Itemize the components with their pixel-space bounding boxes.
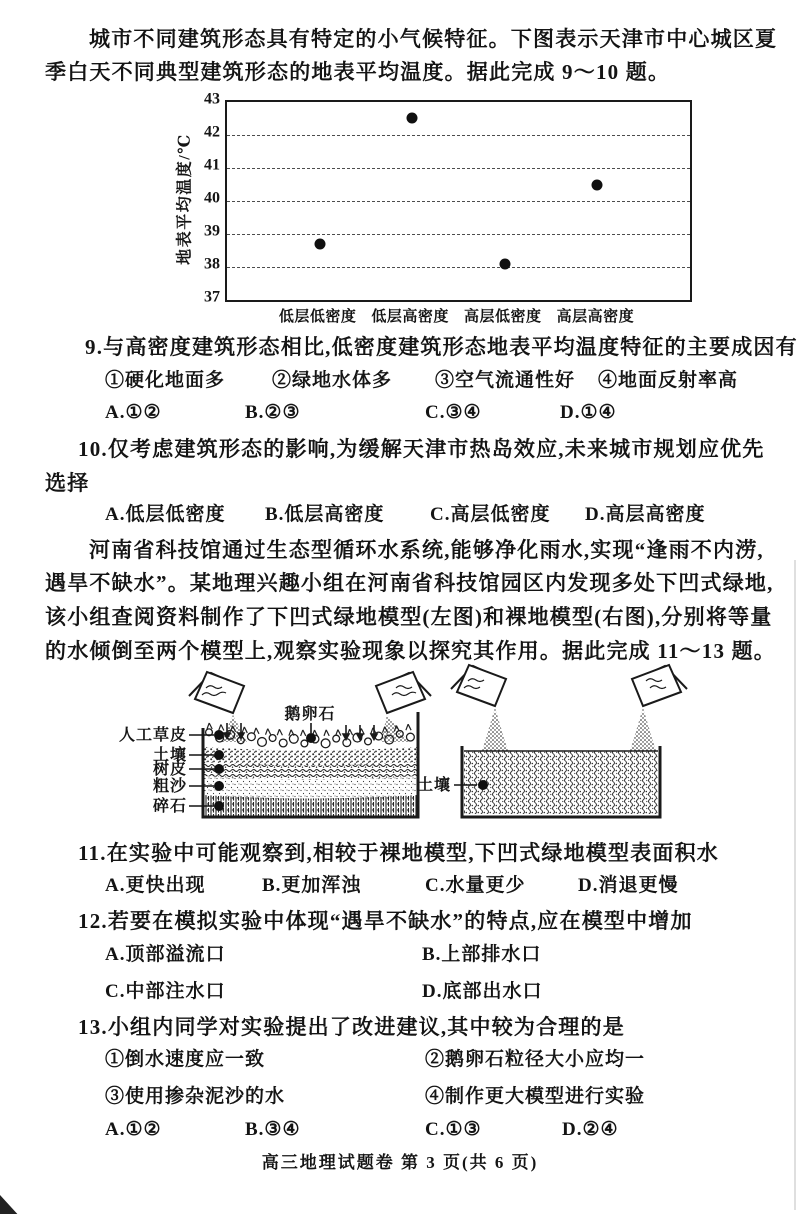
passage1-line: 城市不同建筑形态具有特定的小气候特征。下图表示天津市中心城区夏 bbox=[89, 27, 778, 51]
label-soil-left: 土壤 bbox=[152, 747, 187, 764]
label-cobblestone: 鹅卵石 bbox=[284, 706, 336, 723]
data-point bbox=[592, 179, 603, 190]
passage2-line: 遇旱不缺水”。某地理兴趣小组在河南省科技馆园区内发现多处下凹式绿地, bbox=[45, 571, 774, 595]
water-stream bbox=[482, 708, 508, 751]
q9-option-c: C.③④ bbox=[425, 402, 482, 423]
q9-sub-1: ①硬化地面多 bbox=[105, 370, 226, 391]
label-coarse-sand: 粗沙 bbox=[152, 778, 187, 795]
q9-stem: 9.与高密度建筑形态相比,低密度建筑形态地表平均温度特征的主要成因有 bbox=[85, 335, 798, 359]
q10-option-c: C.高层低密度 bbox=[430, 504, 551, 525]
q12-options-row-1 bbox=[0, 941, 800, 971]
data-point bbox=[499, 258, 510, 269]
pouring-cup-left bbox=[189, 672, 244, 713]
scan-artifact-corner bbox=[0, 1186, 28, 1214]
q10-option-a: A.低层低密度 bbox=[105, 504, 226, 525]
q12-stem: 12.若要在模拟实验中体现“遇旱不缺水”的特点,应在模型中增加 bbox=[78, 909, 693, 933]
passage2-line: 河南省科技馆通过生态型循环水系统,能够净化雨水,实现“逢雨不内涝, bbox=[89, 538, 764, 562]
q12-option-c: C.中部注水口 bbox=[105, 981, 226, 1002]
scan-artifact-edge bbox=[794, 560, 796, 1210]
q9-options-row bbox=[0, 399, 800, 429]
water-stream bbox=[381, 715, 409, 742]
label-crushed-stone: 碎石 bbox=[152, 798, 187, 815]
q13-sub-2: ②鹅卵石粒径大小应均一 bbox=[425, 1049, 646, 1070]
q9-option-d: D.①④ bbox=[560, 402, 617, 423]
sunken-model-layers bbox=[204, 747, 417, 816]
pouring-cup-left bbox=[451, 665, 506, 706]
q9-subs-row bbox=[0, 367, 800, 397]
data-point bbox=[407, 113, 418, 124]
q9-option-a: A.①② bbox=[105, 402, 162, 423]
chart-yticks bbox=[186, 90, 220, 306]
y-tick-label: 41 bbox=[204, 156, 220, 174]
y-tick-label: 42 bbox=[204, 123, 220, 141]
q10-option-b: B.低层高密度 bbox=[265, 504, 385, 525]
q13-options-row bbox=[0, 1116, 800, 1146]
pouring-cup-right bbox=[376, 672, 431, 713]
passage1-line: 季白天不同典型建筑形态的地表平均温度。据此完成 9～10 题。 bbox=[45, 60, 671, 84]
q13-subs-row-2 bbox=[0, 1083, 800, 1113]
q13-sub-3: ③使用掺杂泥沙的水 bbox=[105, 1086, 286, 1107]
gridline bbox=[227, 168, 690, 169]
y-tick-label: 38 bbox=[204, 255, 220, 273]
q10-options-row bbox=[0, 501, 800, 531]
q11-option-b: B.更加浑浊 bbox=[262, 875, 362, 896]
gridline bbox=[227, 135, 690, 136]
q12-option-b: B.上部排水口 bbox=[422, 944, 542, 965]
label-bark: 树皮 bbox=[152, 761, 187, 778]
chart-plot bbox=[225, 100, 692, 302]
q13-sub-4: ④制作更大模型进行实验 bbox=[425, 1086, 646, 1107]
passage2-line: 该小组查阅资料制作了下凹式绿地模型(左图)和裸地模型(右图),分别将等量 bbox=[45, 605, 773, 629]
q9-option-b: B.②③ bbox=[245, 402, 301, 423]
label-artificial-turf: 人工草皮 bbox=[118, 727, 187, 744]
q13-option-a: A.①② bbox=[105, 1119, 162, 1140]
bare-model-soil bbox=[464, 751, 658, 814]
page-footer: 高三地理试题卷 第 3 页(共 6 页) bbox=[261, 1153, 539, 1172]
q11-option-a: A.更快出现 bbox=[105, 875, 206, 896]
q13-stem: 13.小组内同学对实验提出了改进建议,其中较为合理的是 bbox=[78, 1015, 625, 1039]
y-tick-label: 39 bbox=[204, 222, 220, 240]
q13-option-b: B.③④ bbox=[245, 1119, 301, 1140]
y-tick-label: 37 bbox=[204, 288, 220, 306]
q11-option-c: C.水量更少 bbox=[425, 875, 526, 896]
q10-option-d: D.高层高密度 bbox=[585, 504, 706, 525]
passage2-line: 的水倾倒至两个模型上,观察实验现象以探究其作用。据此完成 11～13 题。 bbox=[45, 639, 776, 663]
q10-stem: 选择 bbox=[45, 471, 90, 495]
q12-options-row-2 bbox=[0, 978, 800, 1008]
soil-dot bbox=[478, 780, 488, 790]
chart-xlabels bbox=[225, 305, 688, 331]
q11-stem: 11.在实验中可能观察到,相较于裸地模型,下凹式绿地模型表面积水 bbox=[78, 841, 719, 865]
x-category-label: 高层高密度 bbox=[556, 309, 635, 325]
x-category-label: 低层低密度 bbox=[278, 309, 357, 325]
temperature-chart bbox=[0, 90, 800, 335]
q11-option-d: D.消退更慢 bbox=[578, 875, 679, 896]
q13-option-d: D.②④ bbox=[562, 1119, 619, 1140]
experiment-models-diagram bbox=[0, 663, 800, 833]
q12-option-a: A.顶部溢流口 bbox=[105, 944, 226, 965]
q9-sub-2: ②绿地水体多 bbox=[272, 370, 393, 391]
x-category-label: 高层低密度 bbox=[464, 309, 542, 325]
chart-y-axis-title: 地表平均温度/℃ bbox=[176, 133, 194, 265]
q13-option-c: C.①③ bbox=[425, 1119, 482, 1140]
q12-option-d: D.底部出水口 bbox=[422, 981, 543, 1002]
q13-sub-1: ①倒水速度应一致 bbox=[105, 1049, 266, 1070]
q11-options-row bbox=[0, 872, 800, 902]
q13-subs-row-1 bbox=[0, 1046, 800, 1076]
water-stream bbox=[630, 708, 656, 751]
data-point bbox=[314, 238, 325, 249]
x-category-label: 低层高密度 bbox=[371, 309, 449, 325]
q9-sub-3: ③空气流通性好 bbox=[435, 370, 576, 391]
y-tick-label: 40 bbox=[204, 189, 220, 207]
gridline bbox=[227, 234, 690, 235]
gridline bbox=[227, 201, 690, 202]
pouring-cup-right bbox=[632, 665, 687, 706]
gridline bbox=[227, 267, 690, 268]
y-tick-label: 43 bbox=[204, 90, 220, 108]
q9-sub-4: ④地面反射率高 bbox=[598, 370, 739, 391]
label-soil-right: 土壤 bbox=[416, 777, 451, 794]
q10-stem: 10.仅考虑建筑形态的影响,为缓解天津市热岛效应,未来城市规划应优先 bbox=[78, 437, 765, 461]
